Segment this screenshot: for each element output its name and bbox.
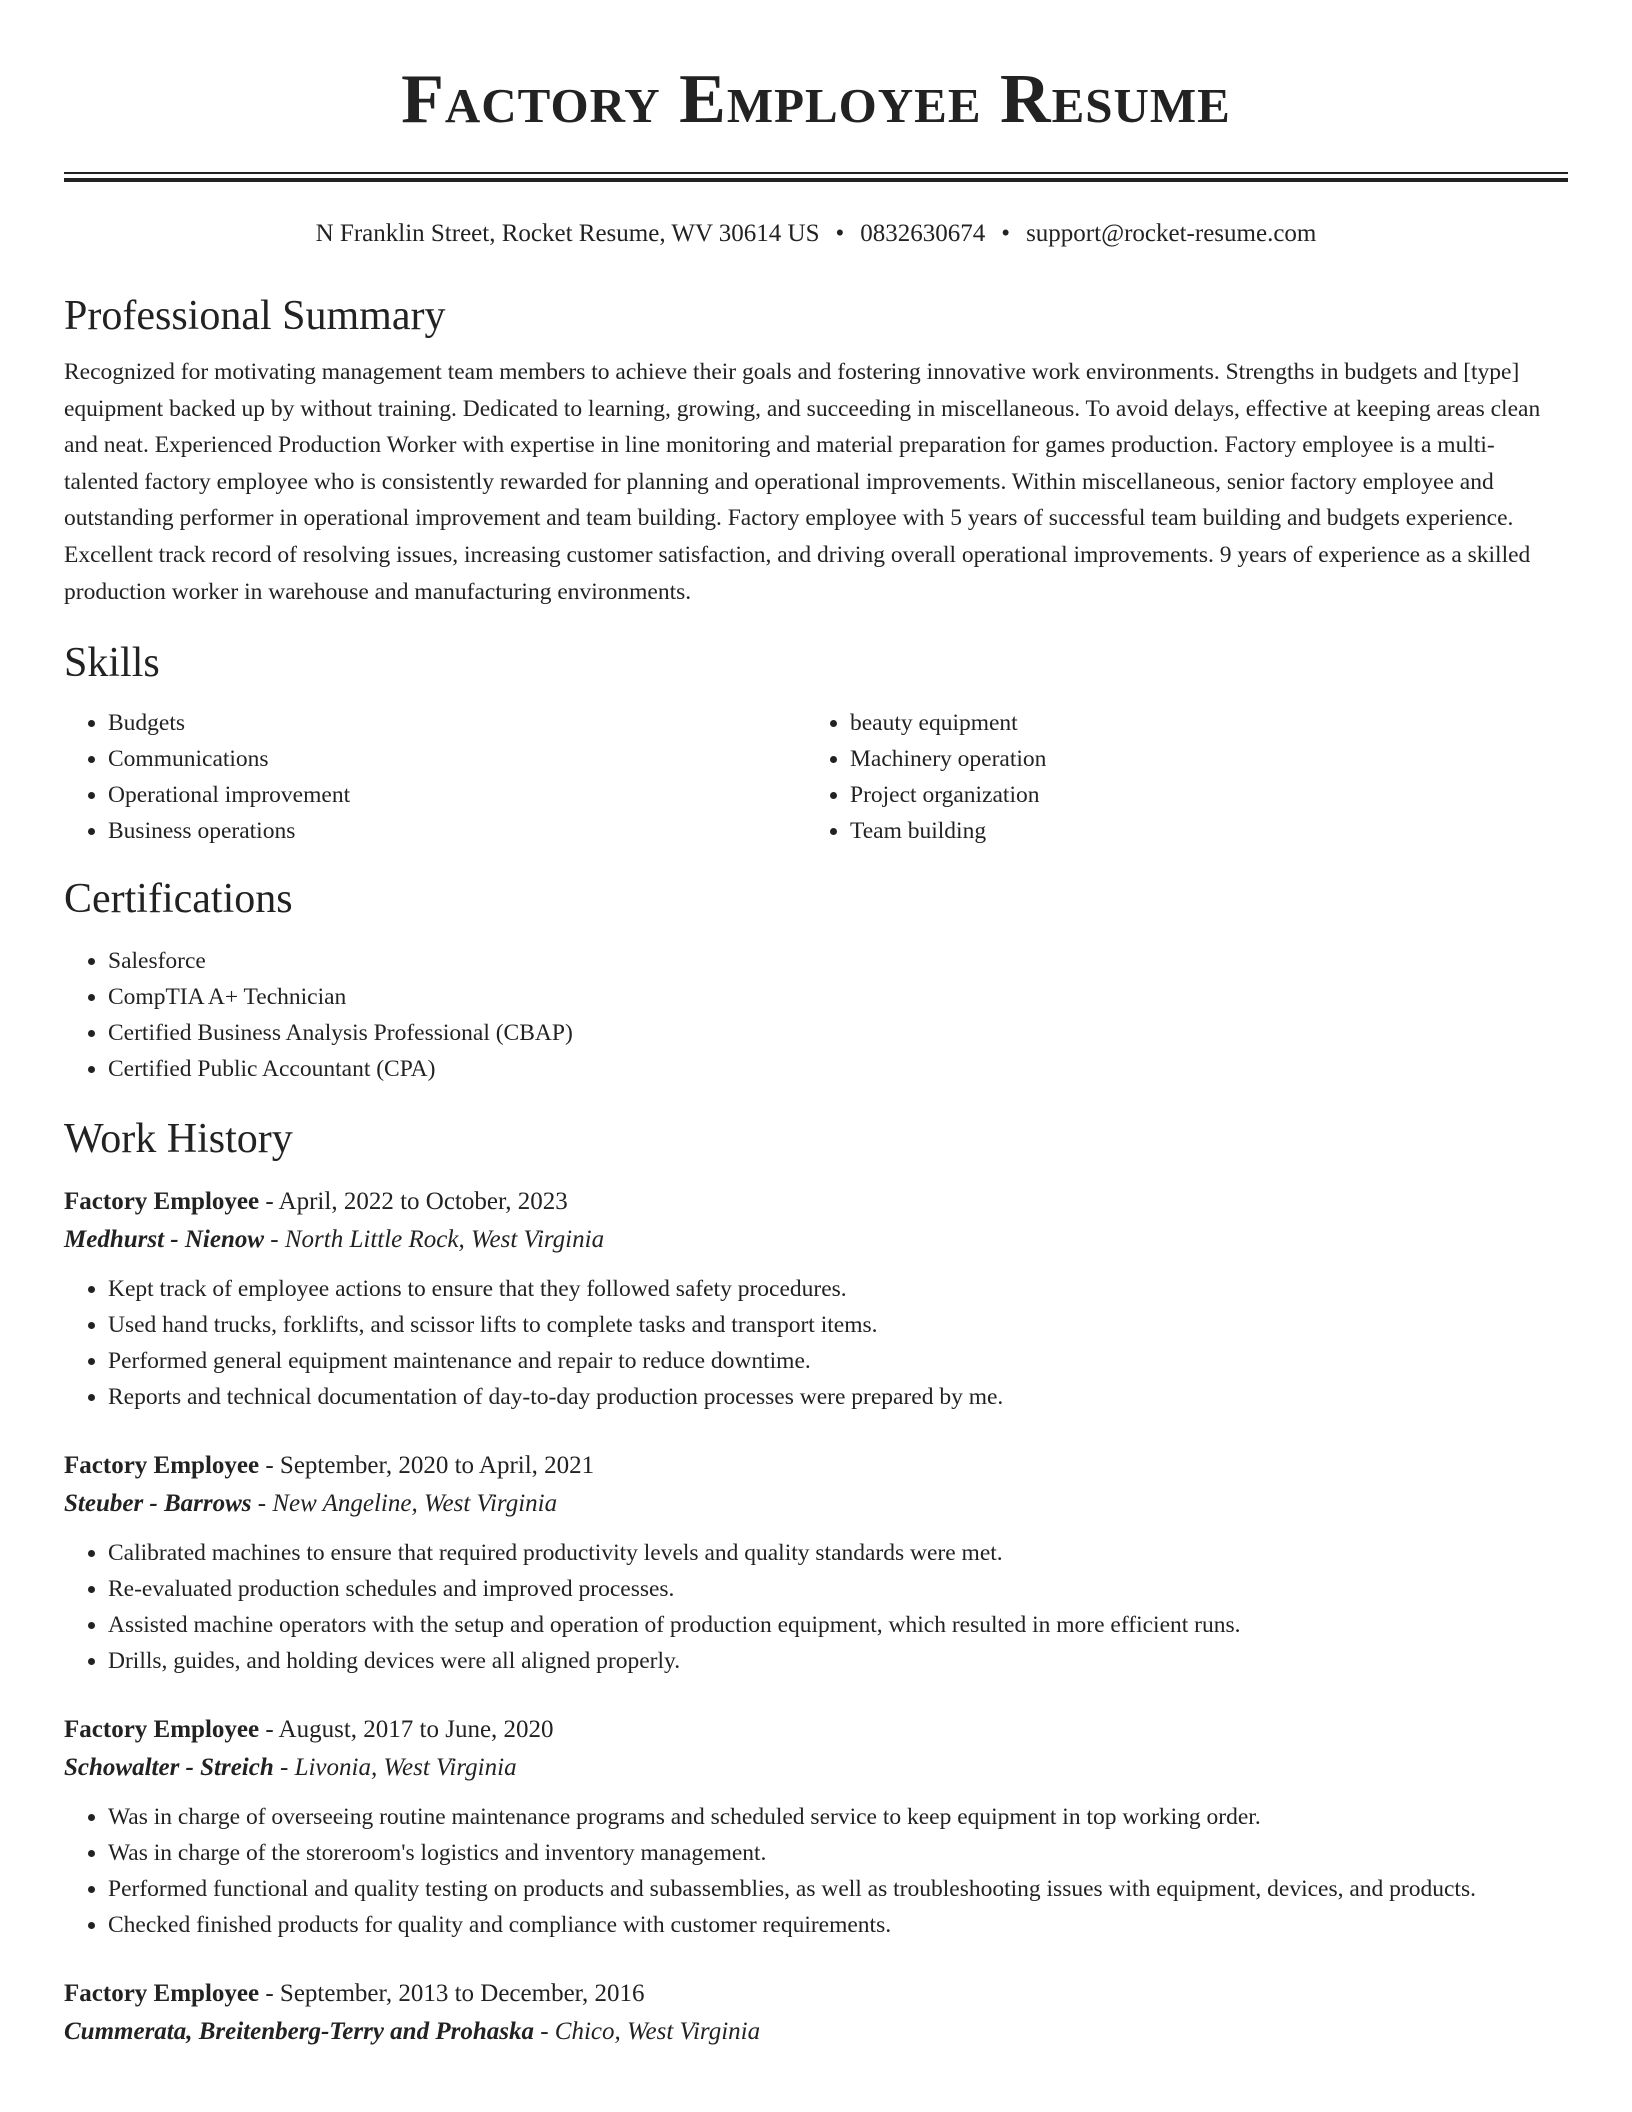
job-bullet: • Calibrated machines to ensure that required productivity levels and quality standards were met.	[108, 1535, 1568, 1571]
skill-item: • Operational improvement	[108, 777, 806, 813]
summary-heading: Professional Summary	[64, 293, 446, 339]
job-location: Livonia, West Virginia	[294, 1754, 517, 1782]
job-bullet: • Kept track of employee actions to ensure that they followed safety procedures.	[108, 1271, 1568, 1307]
job-title: Factory Employee	[64, 1452, 260, 1480]
job-title: Factory Employee	[64, 1980, 260, 2008]
job-bullet: • Reports and technical documentation of day-to-day production processes were prepared by me.	[108, 1379, 1568, 1415]
skills-list-right	[806, 705, 1568, 849]
job-bullet: • Performed general equipment maintenance and repair to reduce downtime.	[108, 1343, 1568, 1379]
certification-item: • Certified Public Accountant (CPA)	[108, 1051, 1568, 1087]
skills-grid	[64, 705, 1568, 849]
contact-phone: 0832630674	[860, 220, 986, 247]
work-history-heading: Work History	[64, 1116, 293, 1163]
skill-item: • Project organization	[850, 777, 1568, 813]
job-company: Steuber - Barrows	[64, 1490, 252, 1518]
skill-item: • Team building	[850, 813, 1568, 849]
certification-item: • CompTIA A+ Technician	[108, 979, 1568, 1015]
skill-item: • beauty equipment	[850, 705, 1568, 741]
job-bullet: • Drills, guides, and holding devices were all aligned properly.	[108, 1643, 1568, 1679]
resume-title: Factory Employee Resume	[401, 61, 1231, 138]
job-employer: Schowalter - Streich - Livonia, West Virginia	[64, 1754, 517, 1782]
skill-item: • Communications	[108, 741, 806, 777]
job-location: New Angeline, West Virginia	[272, 1490, 558, 1518]
job-header: Factory Employee - September, 2020 to April, 2021	[64, 1452, 595, 1480]
job-location: North Little Rock, West Virginia	[284, 1226, 605, 1254]
job-company: Schowalter - Streich	[64, 1754, 274, 1782]
job-company: Medhurst - Nienow	[64, 1226, 265, 1254]
job-entry	[64, 1447, 1568, 1679]
job-employer: Cummerata, Breitenberg-Terry and Prohaska - Chico, West Virginia	[64, 2018, 761, 2046]
job-header: Factory Employee - April, 2022 to October, 2023	[64, 1188, 568, 1216]
contact-separator: •	[835, 220, 845, 247]
skill-item: • Business operations	[108, 813, 806, 849]
job-location: Chico, West Virginia	[554, 2018, 761, 2046]
title-divider	[64, 172, 1568, 182]
job-entry	[64, 1183, 1568, 1415]
skill-item: • Machinery operation	[850, 741, 1568, 777]
job-bullets	[64, 1799, 1568, 1943]
job-bullets	[64, 1271, 1568, 1415]
job-dates: August, 2017 to June, 2020	[278, 1716, 554, 1744]
job-bullet: • Was in charge of overseeing routine maintenance programs and scheduled service to keep equipment in top working order.	[108, 1799, 1568, 1835]
job-title: Factory Employee	[64, 1716, 260, 1744]
contact-line	[64, 218, 1568, 250]
contact-separator: •	[1001, 220, 1011, 247]
skills-heading: Skills	[64, 640, 160, 687]
certifications-heading: Certifications	[64, 876, 293, 923]
job-bullet: • Was in charge of the storeroom's logistics and inventory management.	[108, 1835, 1568, 1871]
job-dates: September, 2013 to December, 2016	[279, 1980, 645, 2008]
job-bullets	[64, 1535, 1568, 1679]
job-bullet: • Performed functional and quality testing on products and subassemblies, as well as troubleshooting issues with equipment, devices, and products.	[108, 1871, 1568, 1907]
job-company: Cummerata, Breitenberg-Terry and Prohaska	[64, 2018, 534, 2046]
job-dates: April, 2022 to October, 2023	[278, 1188, 568, 1216]
contact-email[interactable]: support@rocket-resume.com	[1026, 220, 1317, 247]
summary-text: Recognized for motivating management team members to achieve their goals and fostering innovative work environments. Strengths in budgets and [type] equipment backed up by without training. Dedicated to learning, growing, and succeeding in miscellaneous. To avoid delays, effective at keeping areas clean and neat. Experienced Production Worker with expertise in line monitoring and material preparation for games production. Factory employee is a multi-talented factory employee who is consistently rewarded for planning and operational improvements. Within miscellaneous, senior factory employee and outstanding performer in operational improvement and team building. Factory employee with 5 years of successful team building and budgets experience. Excellent track record of resolving issues, increasing customer satisfaction, and driving overall operational improvements. 9 years of experience as a skilled production worker in warehouse and manufacturing environments.	[64, 359, 1541, 605]
certifications-list	[64, 943, 1568, 1087]
job-bullet: • Checked finished products for quality and compliance with customer requirements.	[108, 1907, 1568, 1943]
skill-item: • Budgets	[108, 705, 806, 741]
certification-item: • Salesforce	[108, 943, 1568, 979]
job-title: Factory Employee	[64, 1188, 260, 1216]
job-bullet: • Assisted machine operators with the setup and operation of production equipment, which resulted in more efficient runs.	[108, 1607, 1568, 1643]
job-employer: Medhurst - Nienow - North Little Rock, West Virginia	[64, 1226, 605, 1254]
skills-list-left	[64, 705, 806, 849]
job-entry	[64, 1711, 1568, 1943]
contact-address: N Franklin Street, Rocket Resume, WV 30614 US	[315, 220, 820, 247]
job-bullet: • Re-evaluated production schedules and improved processes.	[108, 1571, 1568, 1607]
job-dates: September, 2020 to April, 2021	[279, 1452, 595, 1480]
certification-item: • Certified Business Analysis Professional (CBAP)	[108, 1015, 1568, 1051]
job-entry	[64, 1975, 1568, 2051]
job-header: Factory Employee - September, 2013 to December, 2016	[64, 1980, 645, 2008]
job-bullet: • Used hand trucks, forklifts, and scissor lifts to complete tasks and transport items.	[108, 1307, 1568, 1343]
job-header: Factory Employee - August, 2017 to June, 2020	[64, 1716, 554, 1744]
job-employer: Steuber - Barrows - New Angeline, West Virginia	[64, 1490, 558, 1518]
